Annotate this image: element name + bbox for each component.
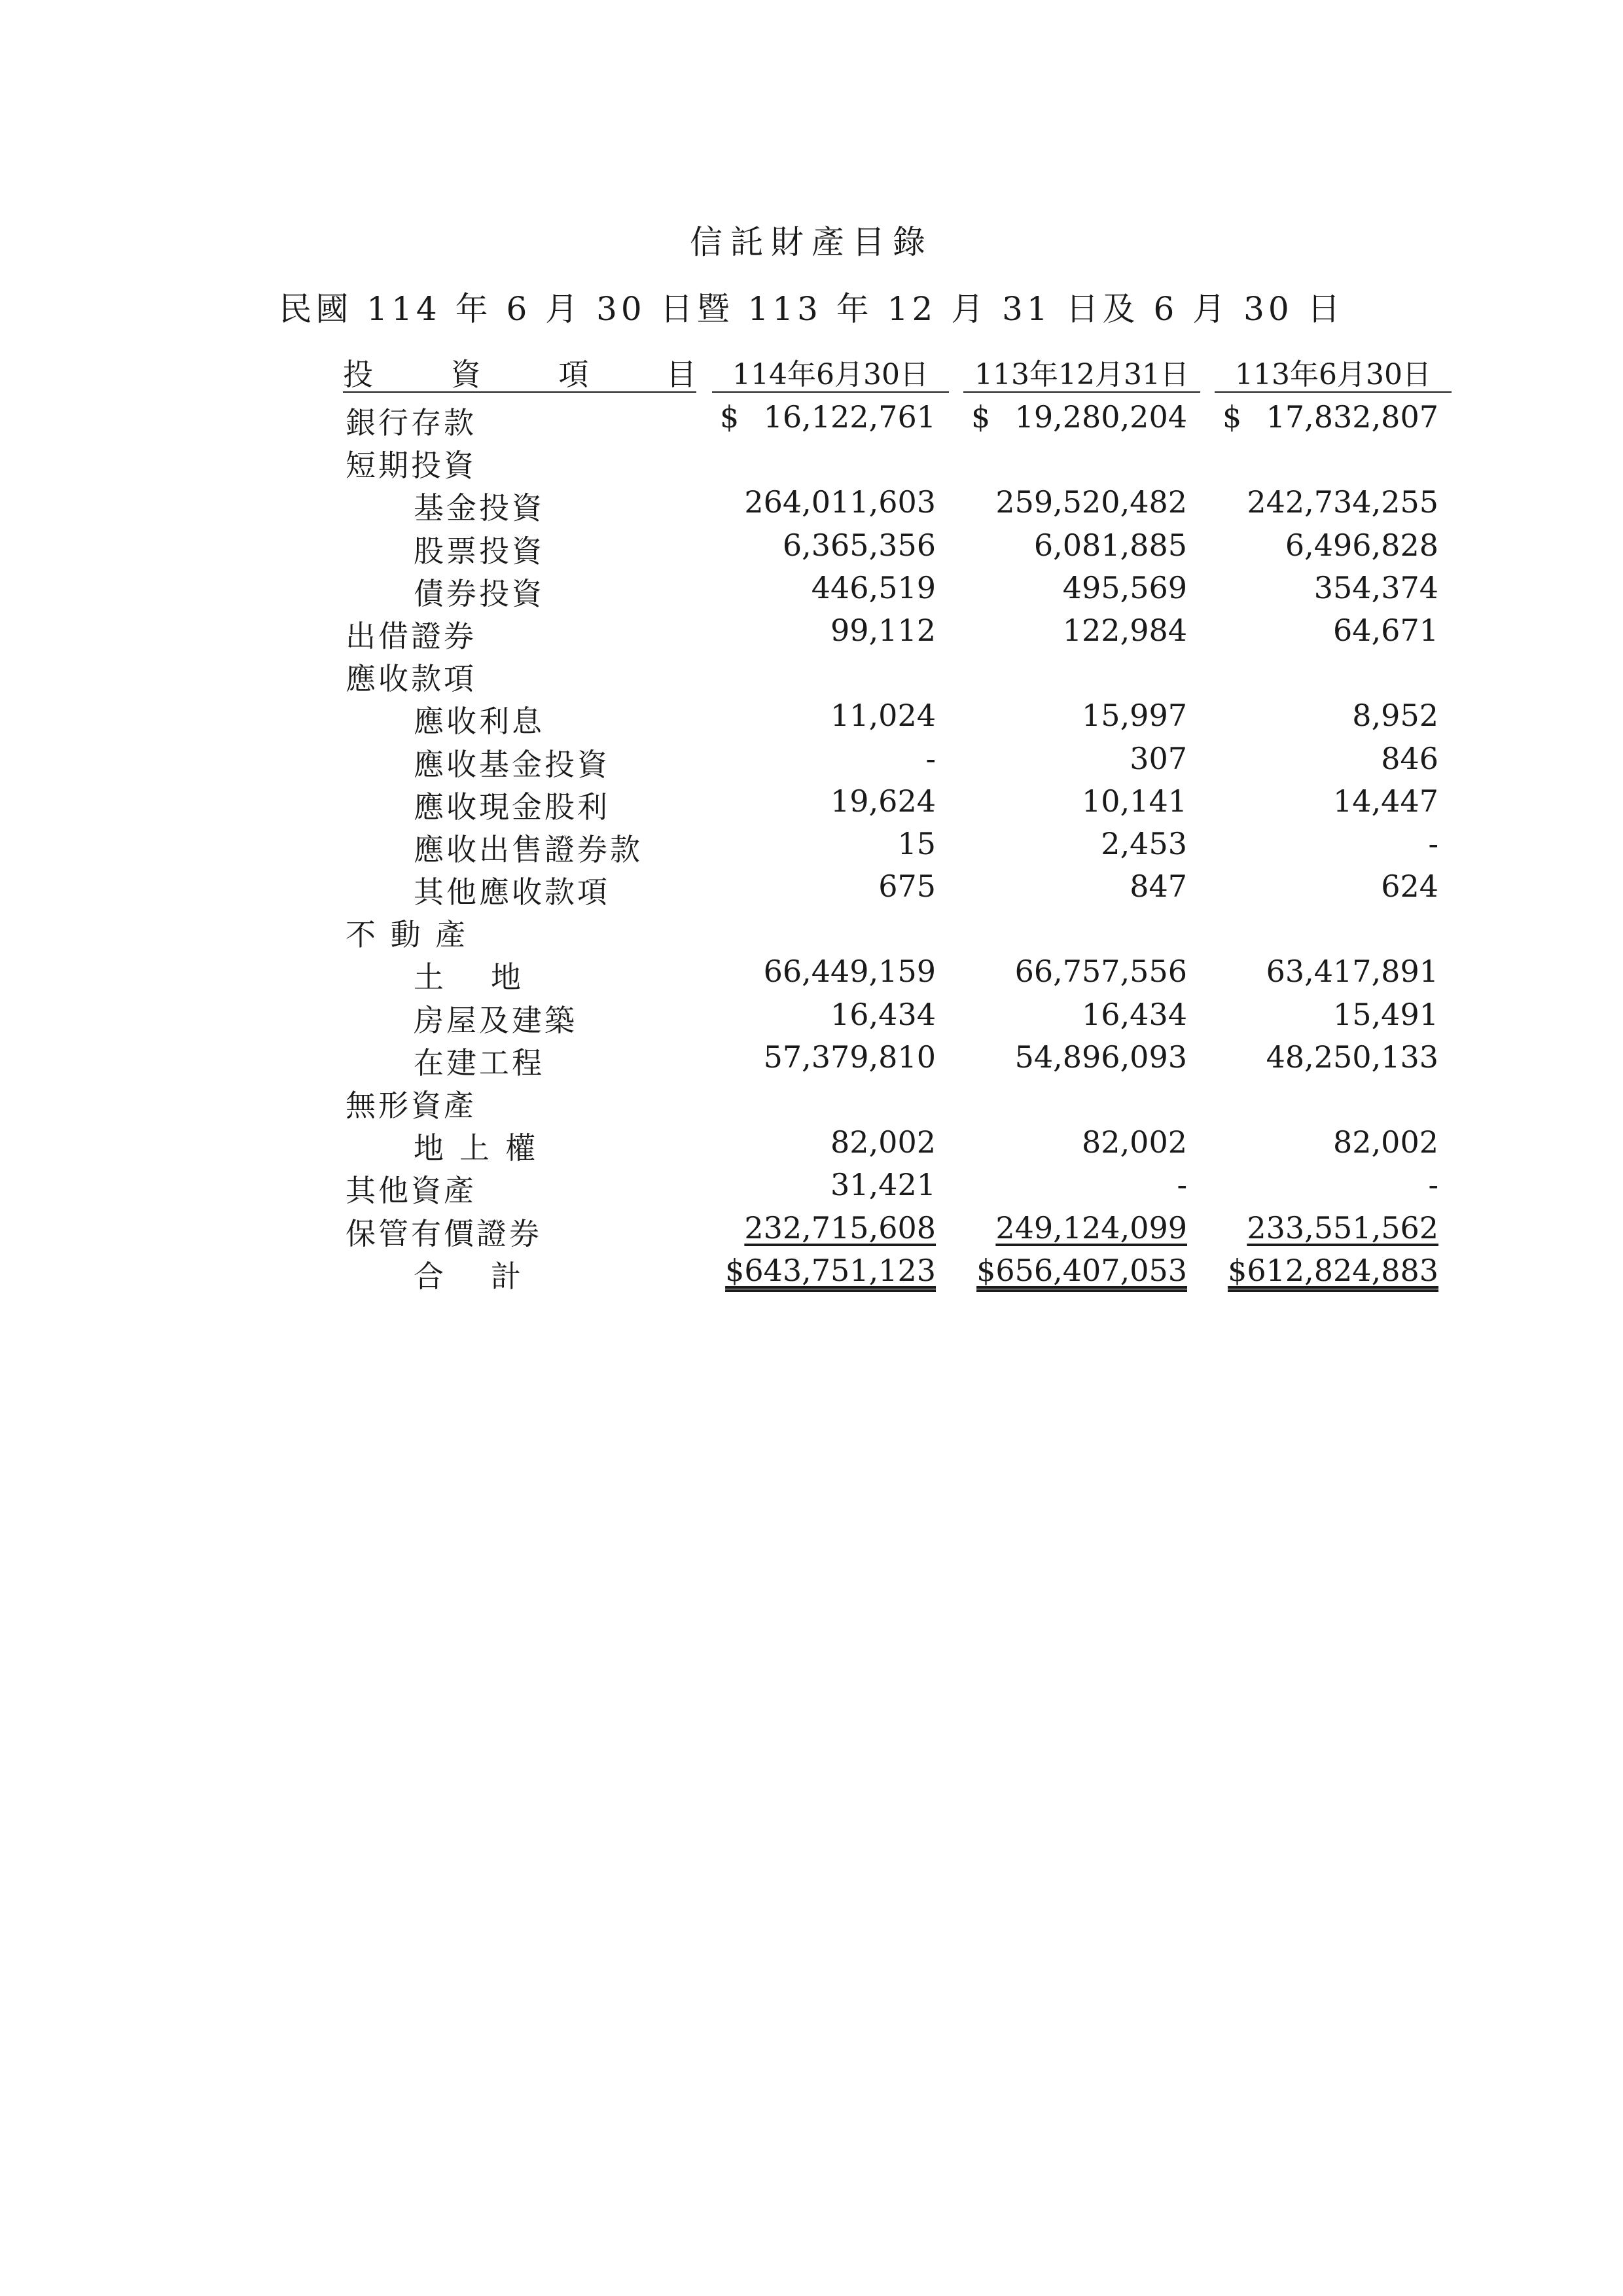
header-char: 目 xyxy=(666,357,696,392)
row-value: - xyxy=(1428,825,1438,861)
row-value: 66,449,159 xyxy=(763,954,936,990)
row-value: 11,024 xyxy=(830,698,936,734)
row-value: 446,519 xyxy=(811,569,936,605)
row-value: 66,757,556 xyxy=(1014,954,1187,990)
row-label: 應收基金投資 xyxy=(414,746,610,782)
row-label: 應收出售證券款 xyxy=(414,831,643,867)
table-row xyxy=(340,437,1466,484)
row-value: 264,011,603 xyxy=(744,484,936,520)
row-value: 99,112 xyxy=(830,612,936,648)
table-row xyxy=(340,607,1466,654)
table-row xyxy=(340,1162,1466,1209)
total-label: 合計 xyxy=(414,1258,568,1294)
row-value: - xyxy=(1428,1167,1438,1203)
row-value: 31,421 xyxy=(830,1167,936,1203)
header-col-113-12-31: 113年12月31日 xyxy=(963,351,1200,393)
header-char: 資 xyxy=(450,357,481,392)
row-value: 6,081,885 xyxy=(1033,527,1187,563)
row-value: 249,124,099 xyxy=(995,1210,1187,1246)
row-label: 應收款項 xyxy=(346,661,476,697)
row-label: 地上權 xyxy=(414,1130,551,1166)
row-value: 354,374 xyxy=(1313,569,1438,605)
row-value: - xyxy=(925,740,936,776)
table-row xyxy=(340,992,1466,1038)
table-row xyxy=(340,863,1466,910)
row-label: 無形資產 xyxy=(346,1088,476,1123)
table-header xyxy=(340,347,1466,394)
total-row xyxy=(340,1247,1466,1294)
row-value: 82,002 xyxy=(1333,1124,1438,1160)
trust-property-table xyxy=(340,347,1466,1294)
table-row xyxy=(340,565,1466,611)
row-label: 債券投資 xyxy=(414,575,544,611)
row-label: 其他應收款項 xyxy=(414,874,610,910)
row-value: 57,379,810 xyxy=(763,1039,936,1075)
header-investment-item xyxy=(343,351,696,393)
header-char: 項 xyxy=(558,357,589,392)
table-row xyxy=(340,948,1466,996)
row-value: 847 xyxy=(1130,869,1187,905)
row-value: 15 xyxy=(897,825,936,861)
table-row xyxy=(340,1034,1466,1081)
row-value: 19,280,204 xyxy=(1014,399,1187,435)
row-value: 15,997 xyxy=(1082,698,1187,734)
row-label: 房屋及建築 xyxy=(414,1002,577,1038)
row-value: 6,365,356 xyxy=(782,527,936,563)
total-value: $643,751,123 xyxy=(725,1252,936,1288)
row-value: - xyxy=(1177,1167,1187,1203)
row-value: 16,434 xyxy=(1082,996,1187,1032)
total-value: $656,407,053 xyxy=(976,1252,1187,1288)
table-row xyxy=(340,479,1466,526)
row-label: 股票投資 xyxy=(414,533,544,569)
row-value: 846 xyxy=(1381,740,1438,776)
table-row xyxy=(340,736,1466,782)
row-value: 82,002 xyxy=(830,1124,936,1160)
currency-sign: $ xyxy=(1222,399,1242,435)
table-row xyxy=(340,1077,1466,1123)
row-label: 應收利息 xyxy=(414,704,544,740)
table-row xyxy=(340,821,1466,867)
row-value: 63,417,891 xyxy=(1266,954,1438,990)
row-value: 14,447 xyxy=(1333,783,1438,819)
table-row xyxy=(340,906,1466,953)
row-value: 675 xyxy=(878,869,936,905)
row-value: 259,520,482 xyxy=(995,484,1187,520)
table-row xyxy=(340,522,1466,569)
row-label: 銀行存款 xyxy=(346,405,476,440)
row-value: 233,551,562 xyxy=(1247,1210,1438,1246)
header-col-114-06-30: 114年6月30日 xyxy=(712,351,949,393)
row-label: 應收現金股利 xyxy=(414,789,610,825)
row-label: 短期投資 xyxy=(346,448,476,484)
document-title: 信託財產目錄 xyxy=(690,223,933,261)
row-label: 在建工程 xyxy=(414,1045,544,1081)
row-value: 10,141 xyxy=(1082,783,1187,819)
row-value: 15,491 xyxy=(1333,996,1438,1032)
table-row xyxy=(340,1119,1466,1166)
row-value: 122,984 xyxy=(1062,612,1187,648)
row-label: 保管有價證券 xyxy=(346,1215,542,1251)
row-value: 16,434 xyxy=(830,996,936,1032)
row-value: 232,715,608 xyxy=(744,1210,936,1246)
row-value: 6,496,828 xyxy=(1285,527,1438,563)
row-label: 不 動 產 xyxy=(346,917,469,953)
row-value: 54,896,093 xyxy=(1014,1039,1187,1075)
table-row xyxy=(340,778,1466,825)
row-value: 48,250,133 xyxy=(1266,1039,1438,1075)
row-label: 土地 xyxy=(414,960,568,996)
header-char: 投 xyxy=(343,357,373,392)
table-row xyxy=(340,692,1466,740)
currency-sign: $ xyxy=(720,399,740,435)
row-value: 8,952 xyxy=(1352,698,1438,734)
row-value: 17,832,807 xyxy=(1266,399,1438,435)
header-col-113-06-30: 113年6月30日 xyxy=(1215,351,1452,393)
table-row xyxy=(340,1205,1466,1251)
table-row xyxy=(340,650,1466,697)
row-value: 307 xyxy=(1130,740,1187,776)
row-value: 82,002 xyxy=(1082,1124,1187,1160)
row-value: 242,734,255 xyxy=(1247,484,1438,520)
table-row xyxy=(340,394,1466,440)
document-subtitle: 民國 114 年 6 月 30 日暨 113 年 12 月 31 日及 6 月 30 日 xyxy=(279,290,1344,328)
row-value: 2,453 xyxy=(1101,825,1187,861)
row-value: 495,569 xyxy=(1062,569,1187,605)
currency-sign: $ xyxy=(971,399,991,435)
row-label: 基金投資 xyxy=(414,490,544,526)
total-value: $612,824,883 xyxy=(1228,1252,1438,1288)
row-label: 出借證券 xyxy=(346,618,476,654)
row-value: 64,671 xyxy=(1333,612,1438,648)
row-label: 其他資產 xyxy=(346,1173,476,1209)
row-value: 624 xyxy=(1381,869,1438,905)
row-value: 19,624 xyxy=(830,783,936,819)
row-value: 16,122,761 xyxy=(763,399,936,435)
